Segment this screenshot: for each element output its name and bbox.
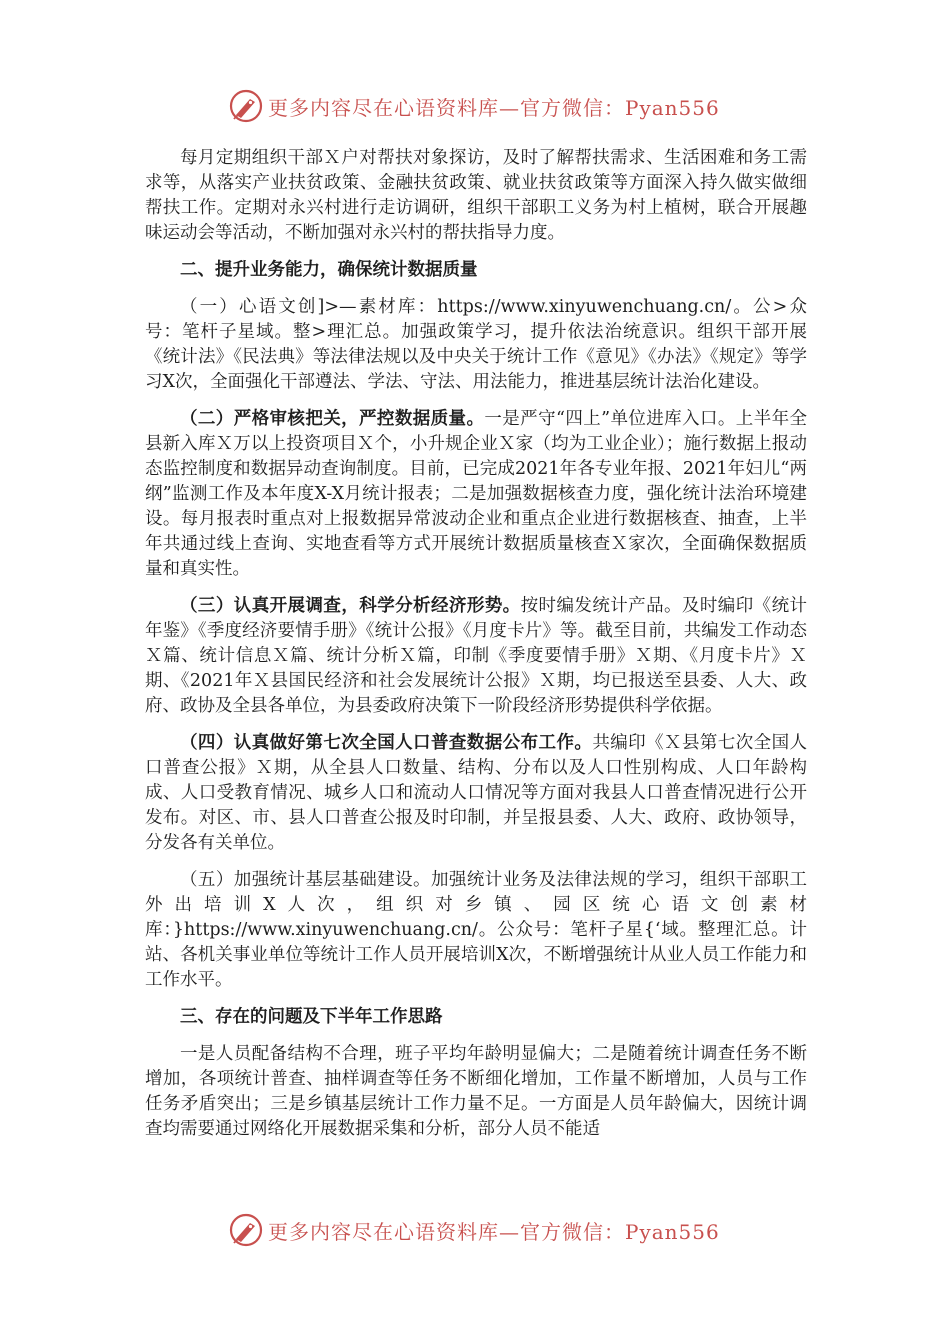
section-heading-2: 二、提升业务能力，确保统计数据质量	[180, 260, 478, 280]
banner-text-footer: 更多内容尽在心语资料库—官方微信：Pyan556	[268, 1219, 720, 1244]
pen-nib-circle-logo-icon	[228, 1212, 264, 1248]
footer-banner	[228, 1210, 720, 1250]
header-banner	[228, 86, 720, 126]
paragraph-item-2	[145, 407, 807, 582]
item-3-text: 按时编发统计产品。及时编印《统计年鉴》《季度经济要情手册》《统计公报》《月度卡片》等。截至目前，共编发工作动态Ｘ篇、统计信息Ｘ篇、统计分析Ｘ篇，印制《季度要情手册》Ｘ期、《月度卡片》Ｘ期、《2021年Ｘ县国民经济和社会发展统计公报》Ｘ期，均已报送至县委、人大、政府、政协及全县各单位，为县委政府决策下一阶段经济形势提供科学依据。	[145, 596, 808, 716]
item-4-text: 共编印《Ｘ县第七次全国人口普查公报》Ｘ期，从全县人口数量、结构、分布以及人口性别构成、人口年龄构成、人口受教育情况、城乡人口和流动人口情况等方面对我县人口普查情况进行公开发布。对区、市、县人口普查公报及时印制，并呈报县委、人大、政府、政协领导，分发各有关单位。	[145, 733, 808, 853]
pen-nib-circle-logo-icon	[228, 88, 264, 124]
paragraph-item-3	[145, 594, 807, 719]
banner-text: 更多内容尽在心语资料库—官方微信：Pyan556	[268, 95, 720, 120]
paragraph-item-5: （五）加强统计基层基础建设。加强统计业务及法律法规的学习，组织干部职工外出培训X人次，组织对乡镇、园区统心语文创素材库：}https://www.xinyuwenchuang.cn/。公众号：笔杆子星{‘域。整理汇总。计站、各机关事业单位等统计工作人员开展培训X次，不断增强统计从业人员工作能力和工作水平。	[145, 870, 807, 990]
paragraph-help-visits: 每月定期组织干部Ｘ户对帮扶对象探访，及时了解帮扶需求、生活困难和务工需求等，从落实产业扶贫政策、金融扶贫政策、就业扶贫政策等方面深入持久做实做细帮扶工作。定期对永兴村进行走访调研，组织干部职工义务为村上植树，联合开展趣味运动会等活动，不断加强对永兴村的帮扶指导力度。	[145, 148, 807, 243]
paragraph-item-4	[145, 731, 807, 856]
section-heading-3: 三、存在的问题及下半年工作思路	[180, 1007, 443, 1027]
item-4-lead: （四）认真做好第七次全国人口普查数据公布工作。	[180, 733, 593, 753]
paragraph-problems: 一是人员配备结构不合理，班子平均年龄明显偏大；二是随着统计调查任务不断增加，各项统计普查、抽样调查等任务不断细化增加，工作量不断增加，人员与工作任务矛盾突出；三是乡镇基层统计工作力量不足。一方面是人员年龄偏大，因统计调查均需要通过网络化开展数据采集和分析，部分人员不能适	[145, 1044, 807, 1139]
item-2-lead: （二）严格审核把关，严控数据质量。	[180, 409, 485, 429]
paragraph-item-1: （一）心语文创]>—素材库：https://www.xinyuwenchuang.cn/。公>众号：笔杆子星域。整>理汇总。加强政策学习，提升依法治统意识。组织干部开展《统计法》《民法典》等法律法规以及中央关于统计工作《意见》《办法》《规定》等学习X次，全面强化干部遵法、学法、守法、用法能力，推进基层统计法治化建设。	[145, 297, 807, 392]
document-body	[145, 146, 807, 1154]
item-3-lead: （三）认真开展调查，科学分析经济形势。	[180, 596, 521, 616]
item-2-text: 一是严守“四上”单位进库入口。上半年全县新入库Ｘ万以上投资项目Ｘ个，小升规企业Ｘ家（均为工业企业）；施行数据上报动态监控制度和数据异动查询制度。目前，已完成2021年各专业年报、2021年妇儿“两纲”监测工作及本年度X-X月统计报表；二是加强数据核查力度，强化统计法治环境建设。每月报表时重点对上报数据异常波动企业和重点企业进行数据核查、抽查，上半年共通过线上查询、实地查看等方式开展统计数据质量核查Ｘ家次，全面确保数据质量和真实性。	[145, 409, 807, 579]
